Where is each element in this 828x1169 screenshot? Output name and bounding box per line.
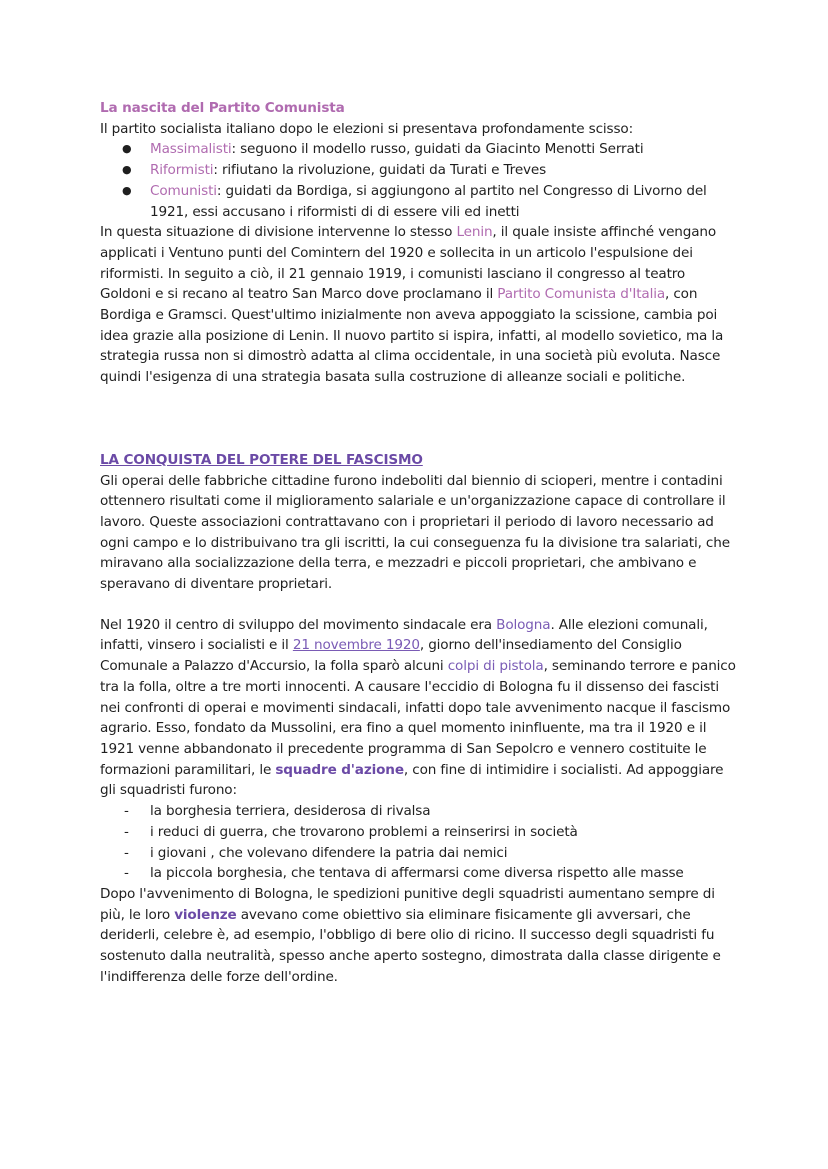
list-item-text: la piccola borghesia, che tentava di affermarsi come diversa rispetto alle masse — [150, 865, 684, 882]
factions-list — [100, 139, 738, 222]
list-item-text: : rifiutano la rivoluzione, guidati da Turati e Treves — [213, 162, 547, 179]
list-item — [100, 181, 738, 222]
list-item — [100, 822, 738, 843]
term-lenin: Lenin — [456, 224, 493, 241]
term-squadre: squadre d'azione — [275, 761, 404, 778]
supporters-list — [100, 801, 738, 884]
section-heading-fascismo: LA CONQUISTA DEL POTERE DEL FASCISMO — [100, 451, 423, 468]
intro-paragraph: Il partito socialista italiano dopo le elezioni si presentava profondamente scisso: — [100, 120, 633, 137]
list-item — [100, 139, 738, 160]
text-run: Nel 1920 il centro di sviluppo del movimento sindacale era — [100, 616, 497, 633]
list-item-text: : guidati da Bordiga, si aggiungono al partito nel Congresso di Livorno del 1921, essi accusano i riformisti di di essere vili ed inetti — [150, 182, 707, 220]
text-run: avevano come obiettivo sia eliminare fisicamente gli avversari, che deriderli, celebre è, ad esempio, l'obbligo di bere olio di ricino. Il successo degli squadristi fu sostenuto dalla neutralità, spesso anche aperto sostegno, dimostrata dalla classe dirigente e l'indifferenza delle forze dell'ordine. — [100, 906, 721, 985]
lenin-paragraph — [100, 222, 738, 388]
text-run: In questa situazione di divisione intervenne lo stesso — [100, 224, 457, 241]
bullet-icon: ● — [122, 163, 132, 177]
dash-icon: - — [124, 844, 129, 861]
text-run: , il quale insiste affinché vengano applicati i Ventuno punti del Comintern del 1920 e sollecita in un articolo l'espulsione dei riformisti. In seguito a ciò, il 21 gennaio 1919, i comunisti lasciano il congresso al teatro Goldoni e si recano al teatro San Marco dove proclamano il — [100, 224, 717, 303]
term-bologna: Bologna — [496, 616, 551, 633]
list-item — [100, 863, 738, 884]
term-pci: Partito Comunista d'Italia — [497, 286, 666, 303]
violenze-paragraph — [100, 884, 738, 988]
text-run: . Alle elezioni comunali, infatti, vinsero i socialisti e il — [100, 616, 708, 654]
list-item — [100, 843, 738, 864]
term-massimalisti: Massimalisti — [150, 141, 232, 158]
bullet-icon: ● — [122, 142, 132, 156]
list-item — [100, 160, 738, 181]
spacer — [100, 388, 738, 450]
dash-icon: - — [124, 803, 129, 820]
bologna-paragraph — [100, 615, 738, 801]
term-violenze: violenze — [174, 906, 237, 923]
list-item-text: la borghesia terriera, desiderosa di rivalsa — [150, 803, 431, 820]
dash-icon: - — [124, 865, 129, 882]
text-run: Dopo l'avvenimento di Bologna, le spedizioni punitive degli squadristi aumentano sempre di più, le loro — [100, 885, 715, 923]
list-item-text: i reduci di guerra, che trovarono problemi a reinserirsi in società — [150, 823, 578, 840]
text-run: , con fine di intimidire i socialisti. Ad appoggiare gli squadristi furono: — [100, 761, 724, 799]
text-run: , giorno dell'insediamento del Consiglio Comunale a Palazzo d'Accursio, la folla sparò alcuni — [100, 637, 682, 675]
bullet-icon: ● — [122, 183, 132, 197]
list-item — [100, 801, 738, 822]
date-link[interactable]: 21 novembre 1920 — [292, 637, 420, 654]
term-colpi: colpi di pistola — [447, 658, 544, 675]
dash-icon: - — [124, 823, 129, 840]
term-comunisti: Comunisti — [150, 182, 217, 199]
spacer — [100, 595, 738, 615]
list-item-text: : seguono il modello russo, guidati da Giacinto Menotti Serrati — [231, 141, 644, 158]
list-item-text: i giovani , che volevano difendere la patria dai nemici — [150, 844, 508, 861]
operai-paragraph: Gli operai delle fabbriche cittadine furono indeboliti dal biennio di scioperi, mentre i contadini ottennero risultati come il miglioramento salariale e un'organizzazione capace di controllare il lavoro. Queste associazioni contrattavano con i proprietari il periodo di lavoro necessario ad ogni campo e lo distribuivano tra gli iscritti, la cui conseguenza fu la divisione tra salariati, che miravano alla socializzazione della terra, e mezzadri e piccoli proprietari, che ambivano e speravano di diventare proprietari. — [100, 472, 730, 593]
term-riformisti: Riformisti — [150, 162, 214, 179]
text-run: , seminando terrore e panico tra la folla, oltre a tre morti innocenti. A causare l'eccidio di Bologna fu il dissenso dei fascisti nei confronti di operai e movimenti sindacali, infatti dopo tale avvenimento nacque il fascismo agrario. Esso, fondato da Mussolini, era fino a quel momento ininfluente, ma tra il 1920 e il 1921 venne abbandonato il precedente programma di San Sepolcro e vennero costituite le formazioni paramilitari, le — [100, 658, 736, 778]
section-heading-partito-comunista: La nascita del Partito Comunista — [100, 100, 345, 116]
text-run: , con Bordiga e Gramsci. Quest'ultimo inizialmente non aveva appoggiato la scissione, cambia poi idea grazie alla posizione di Lenin. Il nuovo partito si ispira, infatti, al modello sovietico, ma la strategia russa non si dimostrò adatta al clima occidentale, in una società più evoluta. Nasce quindi l'esigenza di una strategia basata sulla costruzione di alleanze sociali e politiche. — [100, 286, 724, 386]
